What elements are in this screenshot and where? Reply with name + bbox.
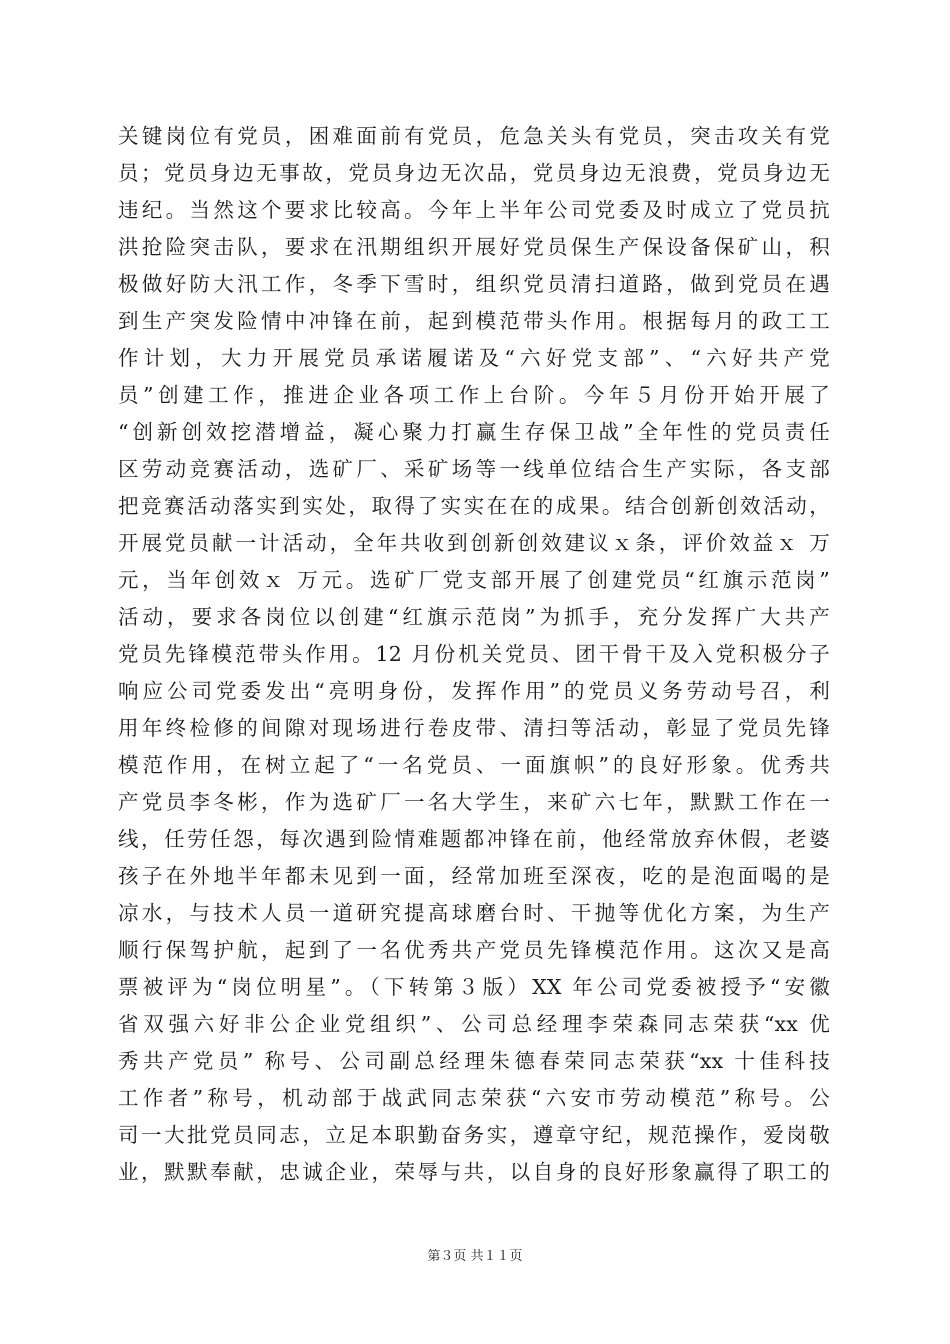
body-line: “创新创效挖潜增益，凝心聚力打赢生存保卫战”全年性的党员责任 bbox=[118, 420, 830, 444]
body-line: 用年终检修的间隙对现场进行卷皮带、清扫等活动，彰显了党员先锋 bbox=[118, 716, 830, 740]
body-line: 票被评为“岗位明星”。（下转第３版）XX 年公司党委被授予“安徽 bbox=[118, 975, 830, 999]
body-line: 线，任劳任怨，每次遇到险情难题都冲锋在前，他经常放弃休假，老婆 bbox=[118, 827, 830, 851]
body-line: 凉水，与技术人员一道研究提高球磨台时、干抛等优化方案，为生产 bbox=[118, 901, 830, 925]
body-line: 业，默默奉献，忠诚企业，荣辱与共，以自身的良好形象赢得了职工的 bbox=[118, 1160, 830, 1184]
body-line: 关键岗位有党员，困难面前有党员，危急关头有党员，突击攻关有党 bbox=[118, 124, 830, 148]
body-line: 极做好防大汛工作，冬季下雪时，组织党员清扫道路，做到党员在遇 bbox=[118, 272, 830, 296]
body-line: 员”创建工作，推进企业各项工作上台阶。今年５月份开始开展了 bbox=[118, 383, 830, 407]
body-line: 开展党员献一计活动，全年共收到创新创效建议ｘ条，评价效益ｘ 万 bbox=[118, 531, 830, 555]
body-line: 区劳动竞赛活动，选矿厂、采矿场等一线单位结合生产实际，各支部 bbox=[118, 457, 830, 481]
document-body bbox=[118, 118, 830, 1191]
body-line: 违纪。当然这个要求比较高。今年上半年公司党委及时成立了党员抗 bbox=[118, 198, 830, 222]
body-line: 工作者”称号，机动部于战武同志荣获“六安市劳动模范”称号。公 bbox=[118, 1086, 830, 1110]
page-number-footer: 第３页 共１１页 bbox=[427, 1249, 523, 1264]
body-line: 到生产突发险情中冲锋在前，起到模范带头作用。根据每月的政工工 bbox=[118, 309, 830, 333]
body-line: 响应公司党委发出“亮明身份，发挥作用”的党员义务劳动号召，利 bbox=[118, 679, 830, 703]
body-line: 秀共产党员” 称号、公司副总经理朱德春荣同志荣获“xx 十佳科技 bbox=[118, 1049, 830, 1073]
body-line: 党员先锋模范带头作用。12 月份机关党员、团干骨干及入党积极分子 bbox=[118, 642, 830, 666]
body-line: 省双强六好非公企业党组织”、公司总经理李荣森同志荣获“xx 优 bbox=[118, 1012, 830, 1036]
body-line: 模范作用，在树立起了“一名党员、一面旗帜”的良好形象。优秀共 bbox=[118, 753, 830, 777]
body-line: 把竞赛活动落实到实处，取得了实实在在的成果。结合创新创效活动， bbox=[118, 494, 830, 518]
body-line: 作计划，大力开展党员承诺履诺及“六好党支部”、“六好共产党 bbox=[118, 346, 830, 370]
body-line: 司一大批党员同志，立足本职勤奋务实，遵章守纪，规范操作，爱岗敬 bbox=[118, 1123, 830, 1147]
body-line: 洪抢险突击队，要求在汛期组织开展好党员保生产保设备保矿山，积 bbox=[118, 235, 830, 259]
body-line: 员；党员身边无事故，党员身边无次品，党员身边无浪费，党员身边无 bbox=[118, 161, 830, 185]
body-line: 孩子在外地半年都未见到一面，经常加班至深夜，吃的是泡面喝的是 bbox=[118, 864, 830, 888]
body-line: 元，当年创效ｘ 万元。选矿厂党支部开展了创建党员“红旗示范岗” bbox=[118, 568, 830, 592]
body-line: 顺行保驾护航，起到了一名优秀共产党员先锋模范作用。这次又是高 bbox=[118, 938, 830, 962]
body-line: 产党员李冬彬，作为选矿厂一名大学生，来矿六七年，默默工作在一 bbox=[118, 790, 830, 814]
body-line: 活动，要求各岗位以创建“红旗示范岗”为抓手，充分发挥广大共产 bbox=[118, 605, 830, 629]
